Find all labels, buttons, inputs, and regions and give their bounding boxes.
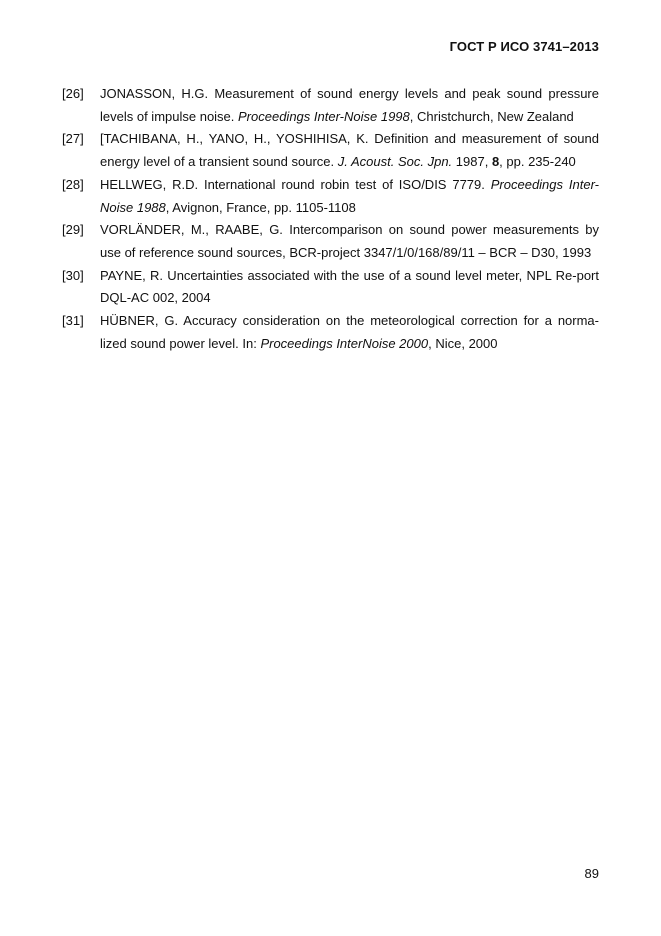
- reference-text-run: HELLWEG, R.D. International round robin test of ISO/DIS 7779.: [100, 176, 491, 192]
- reference-number: [29]: [62, 222, 84, 238]
- reference-item: [62, 174, 599, 219]
- reference-number: [30]: [62, 267, 84, 283]
- reference-number: [26]: [62, 86, 84, 101]
- reference-item: [62, 265, 599, 310]
- reference-number: [31]: [62, 313, 84, 329]
- reference-text: [100, 265, 599, 310]
- reference-text-run: Proceedings Inter-Noise 1998: [238, 108, 410, 124]
- reference-text-run: [TACHIBANA, H., YANO, H., YOSHIHISA, K. Definition and measurement of sound energy level of a transient sound source.: [100, 131, 599, 170]
- reference-item: [62, 128, 599, 173]
- reference-item: [62, 310, 599, 355]
- reference-text: [100, 219, 599, 264]
- reference-text: [100, 83, 599, 128]
- reference-text: [100, 310, 599, 355]
- reference-item: [62, 83, 599, 128]
- reference-text-run: HÜBNER, G. Accuracy consideration on the meteorological correction for a norma-lized sound power level. In:: [100, 313, 599, 351]
- reference-text: [100, 174, 599, 219]
- document-header: ГОСТ Р ИСО 3741–2013: [449, 39, 599, 54]
- reference-list: [62, 83, 599, 355]
- reference-text-run: Proceedings InterNoise 2000: [260, 335, 429, 351]
- reference-text-run: , Christchurch, New Zealand: [409, 108, 574, 124]
- reference-text: [100, 128, 599, 173]
- reference-text-run: PAYNE, R. Uncertainties associated with the use of a sound level meter, NPL Re-port DQL-AC 002, 2004: [100, 267, 599, 306]
- reference-number: [28]: [62, 176, 84, 192]
- page-number: 89: [584, 866, 599, 881]
- reference-text-run: JONASSON, H.G. Measurement of sound energy levels and peak sound pressure levels of impulse noise.: [100, 86, 599, 124]
- reference-text-run: , pp. 235-240: [499, 154, 576, 170]
- reference-text-run: 1987,: [452, 154, 492, 170]
- reference-text-run: , Avignon, France, pp. 1105-1108: [165, 199, 356, 215]
- reference-text-run: 8: [491, 154, 500, 170]
- reference-text-run: Proceedings Inter-Noise 1988: [100, 176, 599, 215]
- reference-number: [27]: [62, 131, 84, 147]
- reference-text-run: J. Acoust. Soc. Jpn.: [337, 154, 453, 170]
- reference-text-run: VORLÄNDER, M., RAABE, G. Intercomparison on sound power measurements by use of reference sound sources, BCR-project 3347/1/0/168/89/11 – BCR – D30, 1993: [100, 222, 599, 260]
- reference-item: [62, 219, 599, 264]
- reference-text-run: , Nice, 2000: [428, 335, 498, 351]
